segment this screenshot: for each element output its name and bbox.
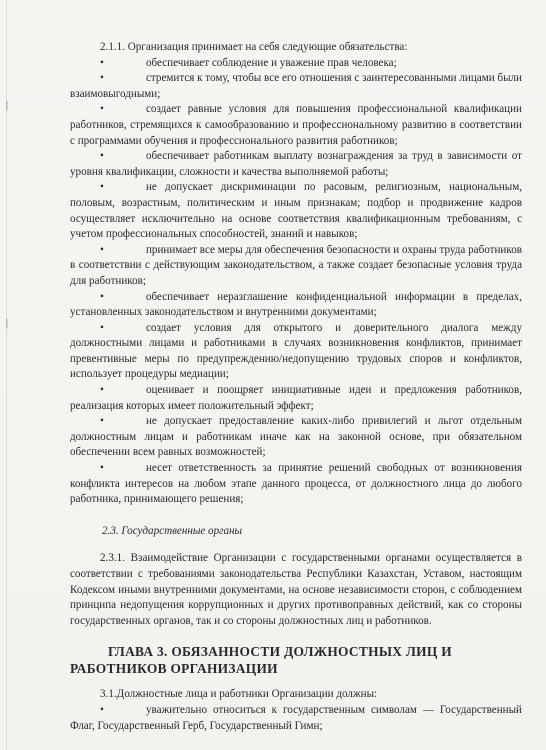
list-item: • обеспечивает неразглашение конфиденциальной информации в пределах, установленных законодательством и внутренними документами; — [70, 290, 522, 319]
bullet-icon: • — [100, 384, 104, 397]
list-item: • не допускает дискриминации по расовым, религиозным, национальным, половым, возрастным, политическим и иным признакам; подбор и продвижение кадров осуществляет исключительно на основе соответствия квалификационным требованиям, с учетом профессиональных способностей, знаний и навыков; — [70, 181, 522, 241]
bullet-icon: • — [100, 243, 104, 256]
bullet-icon: • — [100, 462, 104, 475]
list-item: • создает равные условия для повышения профессиональной квалификации работников, стремящихся к самообразованию и профессиональному развитию в соответствии с программами обучения и профессионального развития работников; — [70, 103, 522, 147]
clause-3-1-heading: 3.1.Должностные лица и работники Организации должны: — [100, 688, 378, 701]
clause-2-1-1-heading: 2.1.1. Организация принимает на себя следующие обязательства: — [100, 41, 408, 53]
bullet-icon: • — [100, 321, 104, 334]
clause-3-1-list — [70, 703, 522, 734]
bullet-icon: • — [100, 103, 104, 116]
section-2-3-heading: 2.3. Государственные органы — [102, 524, 243, 537]
list-item: • обеспечивает соблюдение и уважение прав человека; — [70, 56, 522, 72]
chapter-3-title: ГЛАВА 3. ОБЯЗАННОСТИ ДОЛЖНОСТНЫХ ЛИЦ И РАБОТНИКОВ ОРГАНИЗАЦИИ — [70, 644, 452, 677]
list-item: • обеспечивает работникам выплату вознаграждения за труд в зависимости от уровня квалификации, сложности и качества выполняемой работы; — [70, 150, 522, 178]
scan-mark: | — [6, 100, 9, 111]
list-item: • оценивает и поощряет инициативные идеи и предложения работников, реализация которых имеет положительный эффект; — [70, 384, 522, 412]
document-body — [70, 40, 522, 734]
bullet-icon: • — [100, 150, 104, 163]
bullet-icon: • — [100, 703, 104, 716]
list-item: • не допускает предоставление каких-либо привилегий и льгот отдельным должностным лицам и работникам иначе как на законной основе, при обязательном обеспечении всем равных возможностей; — [70, 415, 522, 459]
bullet-icon: • — [100, 72, 104, 85]
list-item: • стремится к тому, чтобы все его отношения с заинтересованными лицами были взаимовыгодными; — [70, 72, 522, 100]
bullet-icon: • — [100, 56, 104, 69]
scan-edge — [6, 0, 7, 750]
clause-2-1-1-list — [70, 56, 522, 508]
bullet-icon: • — [100, 290, 104, 303]
clause-2-3-1-paragraph: 2.3.1. Взаимодействие Организации с государственными органами осуществляется в соответствии с требованиями законодательства Республики Казахстан, Уставом, настоящим Кодексом иными внутренними документами, на основе независимости сторон, с соблюдением принципа недопущения коррупционных и других противоправных действий, как со стороны государственных органов, так и со стороны должностных лиц и работников. — [70, 552, 522, 627]
bullet-icon: • — [100, 181, 104, 194]
bullet-icon: • — [100, 415, 104, 428]
list-item: • создает условия для открытого и доверительного диалога между должностными лицами и работниками в случаях возникновения конфликтов, принимает превентивные меры по предупреждению/недопущению трудовых споров и конфликтов, использует процедуры медиации; — [70, 321, 522, 381]
list-item: • уважительно относиться к государственным символам — Государственный Флаг, Государственный Герб, Государственный Гимн; — [70, 703, 522, 732]
list-item: • принимает все меры для обеспечения безопасности и охраны труда работников в соответствии с действующим законодательством, а также создает безопасные условия труда для работников; — [70, 243, 522, 287]
scan-mark: | — [6, 318, 9, 329]
list-item: • несет ответственность за принятие решений свободных от возникновения конфликта интересов на любом этапе данного процесса, от должностного лица до любого работника, принимающего решения; — [70, 462, 522, 506]
